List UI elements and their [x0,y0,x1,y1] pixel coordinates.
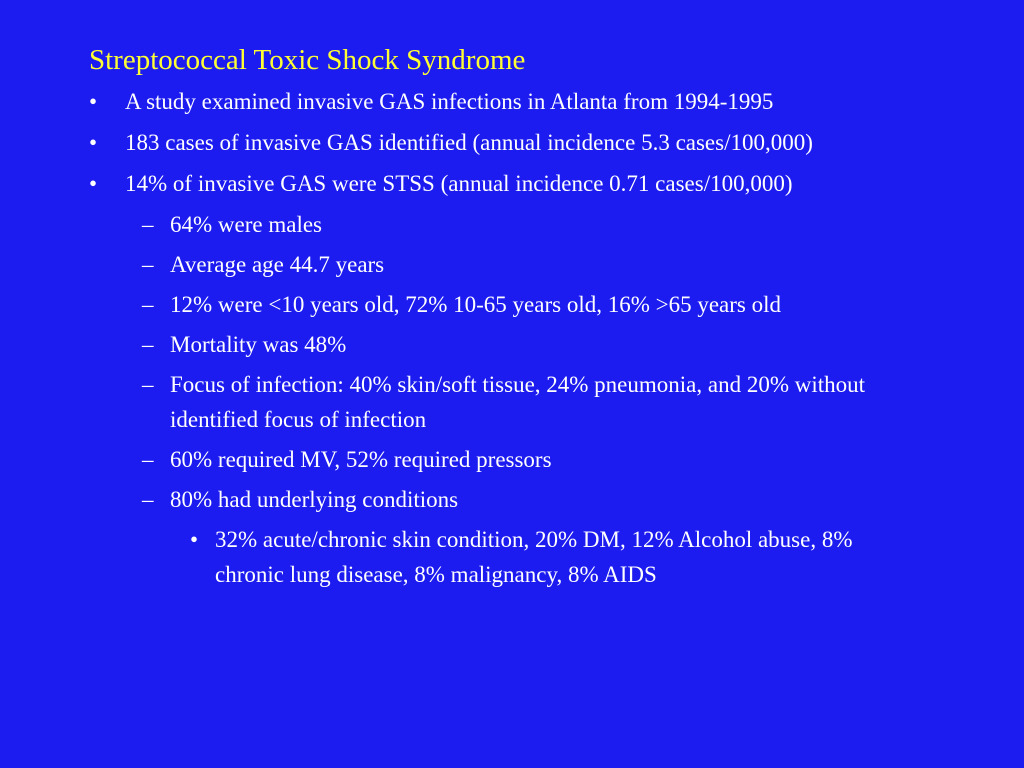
sub-bullet-item [0,442,1024,477]
sub-bullet-text: 60% required MV, 52% required pressors [170,447,552,472]
sub-bullet-item [0,207,1024,242]
sub-sub-bullet-text: 32% acute/chronic skin condition, 20% DM, 12% Alcohol abuse, 8% chronic lung disease, 8% malignancy, 8% AIDS [215,527,853,587]
dash-marker: – [142,252,154,277]
bullet-marker: • [190,527,199,552]
sub-bullet-text: Mortality was 48% [170,332,347,357]
sub-bullet-item [0,367,1024,437]
sub-bullet-text: Focus of infection: 40% skin/soft tissue, 24% pneumonia, and 20% without identified focus of infection [170,372,866,432]
dash-marker: – [142,332,154,357]
sub-bullet-text: 64% were males [170,212,322,237]
dash-marker: – [142,212,154,237]
bullet-text: A study examined invasive GAS infections in Atlanta from 1994-1995 [125,89,774,114]
bullet-marker: • [89,130,98,155]
sub-bullet-item [0,327,1024,362]
bullet-text: 14% of invasive GAS were STSS (annual incidence 0.71 cases/100,000) [125,171,793,196]
sub-bullet-text: 80% had underlying conditions [170,487,459,512]
sub-bullet-item [0,482,1024,517]
slide-content [0,84,1024,597]
dash-marker: – [142,447,154,472]
bullet-marker: • [89,171,98,196]
bullet-item [0,125,1024,160]
sub-sub-bullet-item [0,522,1024,592]
sub-bullet-text: 12% were <10 years old, 72% 10-65 years old, 16% >65 years old [170,292,782,317]
sub-bullet-item [0,247,1024,282]
dash-marker: – [142,372,154,397]
bullet-item [0,84,1024,119]
bullet-item [0,166,1024,201]
bullet-marker: • [89,89,98,114]
bullet-text: 183 cases of invasive GAS identified (annual incidence 5.3 cases/100,000) [125,130,813,155]
sub-bullet-text: Average age 44.7 years [170,252,385,277]
dash-marker: – [142,487,154,512]
dash-marker: – [142,292,154,317]
slide-title: Streptococcal Toxic Shock Syndrome [89,44,526,76]
sub-bullet-item [0,287,1024,322]
